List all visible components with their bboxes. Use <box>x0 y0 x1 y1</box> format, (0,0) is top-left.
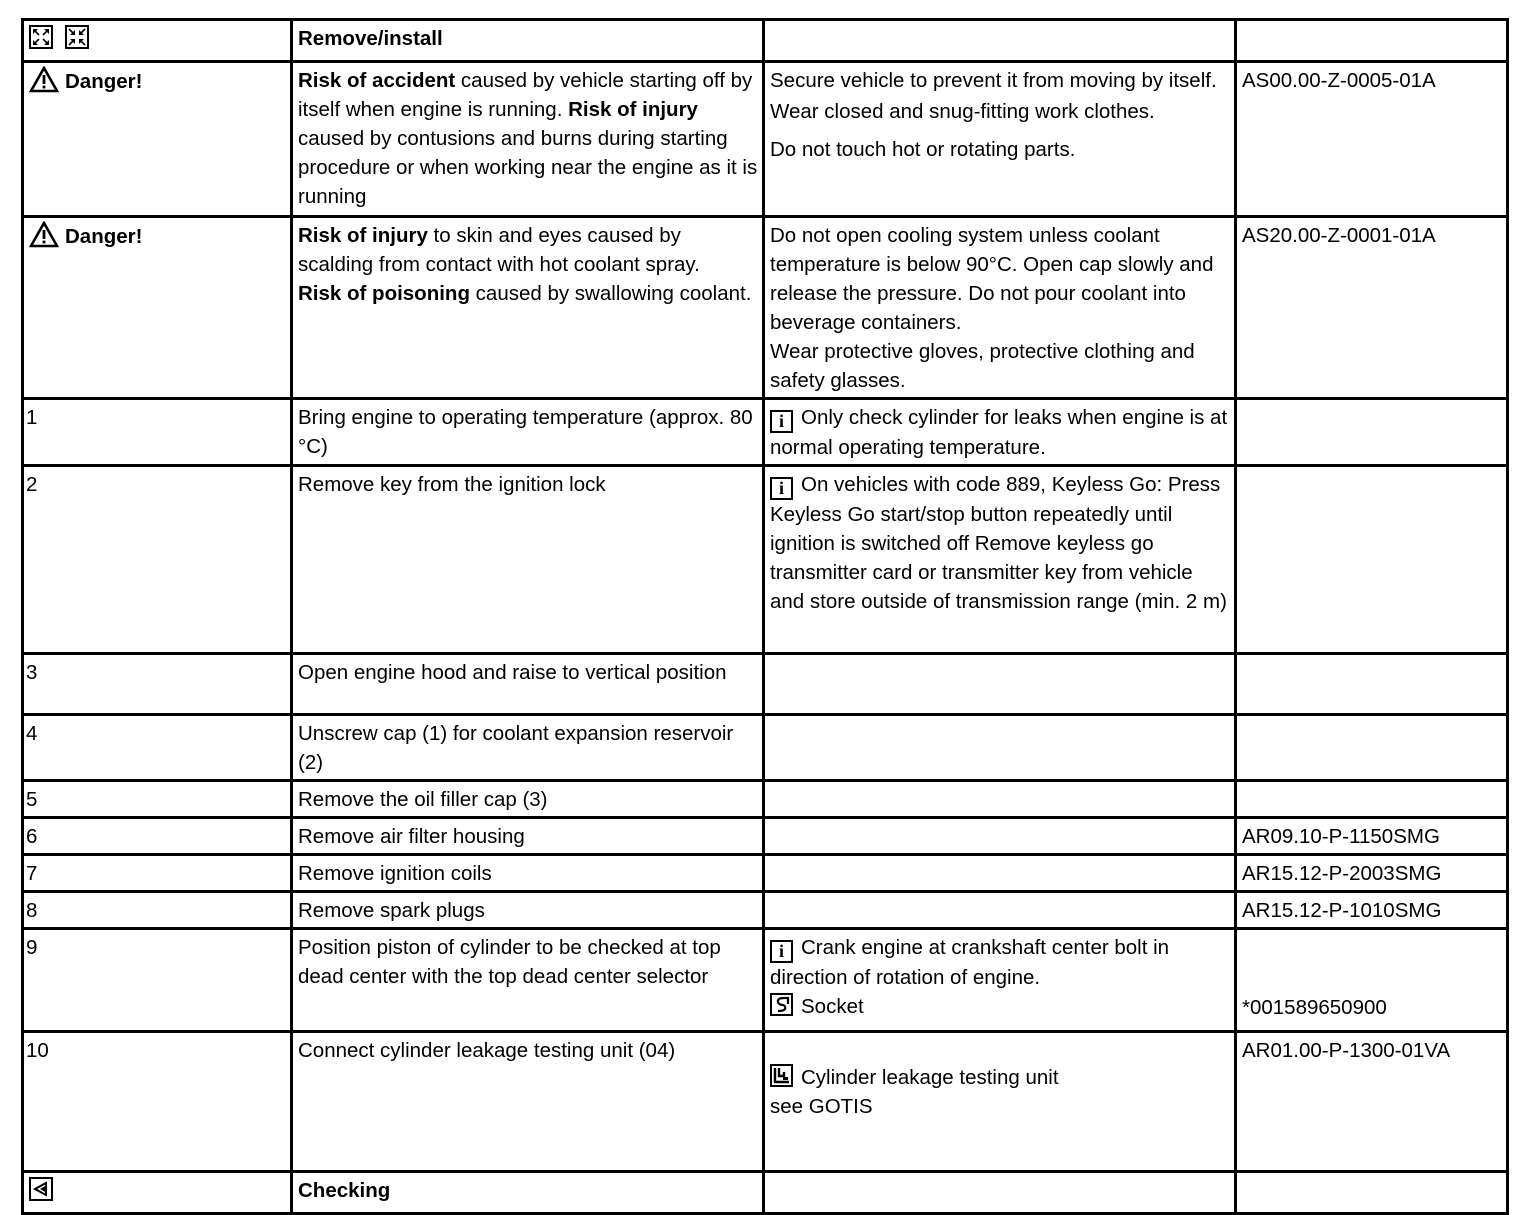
step-row <box>23 818 1508 855</box>
step-number: 1 <box>23 399 292 466</box>
step-number: 8 <box>23 892 292 929</box>
danger-label: Danger! <box>65 70 143 93</box>
step-number: 5 <box>23 781 292 818</box>
step-ref[interactable] <box>1236 715 1508 781</box>
step-note <box>764 892 1236 929</box>
step-number: 7 <box>23 855 292 892</box>
header-icons <box>23 20 292 62</box>
step-row <box>23 399 1508 466</box>
step-action: Position piston of cylinder to be checked at top dead center with the top dead center selector <box>292 929 764 1032</box>
danger-row <box>23 62 1508 217</box>
section-title-remove-install: Remove/install <box>292 20 764 62</box>
danger-label-cell <box>23 62 292 217</box>
danger-measures: Do not open cooling system unless coolant temperature is below 90°C. Open cap slowly and release the pressure. Do not pour coolant into beverage containers. Wear protective gloves, protective clothing and safety glasses. <box>764 217 1236 399</box>
step-row <box>23 1032 1508 1172</box>
step-note: i Crank engine at crankshaft center bolt in direction of rotation of engine. Socket <box>764 929 1236 1032</box>
step-note <box>764 855 1236 892</box>
footer-icon-cell <box>23 1172 292 1214</box>
socket-tool-icon <box>770 993 793 1016</box>
step-number: 10 <box>23 1032 292 1172</box>
step-action: Remove spark plugs <box>292 892 764 929</box>
footer-row <box>23 1172 1508 1214</box>
step-ref-link[interactable]: AR09.10-P-1150SMG <box>1236 818 1508 855</box>
step-ref[interactable] <box>1236 781 1508 818</box>
header-row <box>23 20 1508 62</box>
danger-row <box>23 217 1508 399</box>
step-row <box>23 715 1508 781</box>
procedure-table <box>21 18 1509 1215</box>
step-ref[interactable] <box>1236 466 1508 654</box>
danger-label-cell <box>23 217 292 399</box>
step-action: Remove air filter housing <box>292 818 764 855</box>
expand-arrows-icon[interactable] <box>29 25 53 49</box>
collapse-arrows-icon[interactable] <box>65 25 89 49</box>
step-number: 4 <box>23 715 292 781</box>
danger-ref-link[interactable]: AS00.00-Z-0005-01A <box>1236 62 1508 217</box>
info-icon: i <box>770 940 793 963</box>
info-icon: i <box>770 477 793 500</box>
info-icon: i <box>770 410 793 433</box>
step-action: Remove key from the ignition lock <box>292 466 764 654</box>
step-note <box>764 715 1236 781</box>
step-action: Open engine hood and raise to vertical position <box>292 654 764 715</box>
step-action: Connect cylinder leakage testing unit (04) <box>292 1032 764 1172</box>
step-note <box>764 654 1236 715</box>
step-ref-link[interactable]: AR15.12-P-1010SMG <box>1236 892 1508 929</box>
step-row <box>23 855 1508 892</box>
step-action: Remove the oil filler cap (3) <box>292 781 764 818</box>
step-number: 6 <box>23 818 292 855</box>
testing-unit-icon <box>770 1064 793 1087</box>
step-note: i Only check cylinder for leaks when engine is at normal operating temperature. <box>764 399 1236 466</box>
step-row <box>23 654 1508 715</box>
warning-triangle-icon <box>29 221 59 248</box>
step-number: 2 <box>23 466 292 654</box>
step-ref[interactable] <box>1236 399 1508 466</box>
section-title-checking: Checking <box>292 1172 764 1214</box>
step-number: 3 <box>23 654 292 715</box>
step-row <box>23 892 1508 929</box>
warning-triangle-icon <box>29 66 59 93</box>
danger-risk-text: Risk of accident caused by vehicle starting off by itself when engine is running. Risk of injury caused by contusions and burns during starting procedure or when working near the engine as it is running <box>292 62 764 217</box>
step-row <box>23 781 1508 818</box>
step-ref[interactable] <box>1236 654 1508 715</box>
step-action: Unscrew cap (1) for coolant expansion reservoir (2) <box>292 715 764 781</box>
danger-measures: Secure vehicle to prevent it from moving by itself. Wear closed and snug-fitting work clothes. Do not touch hot or rotating parts. <box>764 62 1236 217</box>
step-action: Bring engine to operating temperature (approx. 80 °C) <box>292 399 764 466</box>
step-row <box>23 466 1508 654</box>
step-ref-link[interactable]: AR15.12-P-2003SMG <box>1236 855 1508 892</box>
step-row <box>23 929 1508 1032</box>
back-triangle-icon[interactable] <box>29 1177 53 1201</box>
step-note <box>764 818 1236 855</box>
step-note: i On vehicles with code 889, Keyless Go: Press Keyless Go start/stop button repeatedly until ignition is switched off Remove keyless go transmitter card or transmitter key from vehicle and store outside of transmission range (min. 2 m) <box>764 466 1236 654</box>
danger-risk-text: Risk of injury to skin and eyes caused by scalding from contact with hot coolant spray. Risk of poisoning caused by swallowing coolant. <box>292 217 764 399</box>
step-ref-link[interactable]: AR01.00-P-1300-01VA <box>1236 1032 1508 1172</box>
step-ref-part-number[interactable]: *001589650900 <box>1236 929 1508 1032</box>
step-number: 9 <box>23 929 292 1032</box>
step-note: Cylinder leakage testing unit see GOTIS <box>764 1032 1236 1172</box>
step-note <box>764 781 1236 818</box>
danger-ref-link[interactable]: AS20.00-Z-0001-01A <box>1236 217 1508 399</box>
danger-label: Danger! <box>65 225 143 248</box>
step-action: Remove ignition coils <box>292 855 764 892</box>
